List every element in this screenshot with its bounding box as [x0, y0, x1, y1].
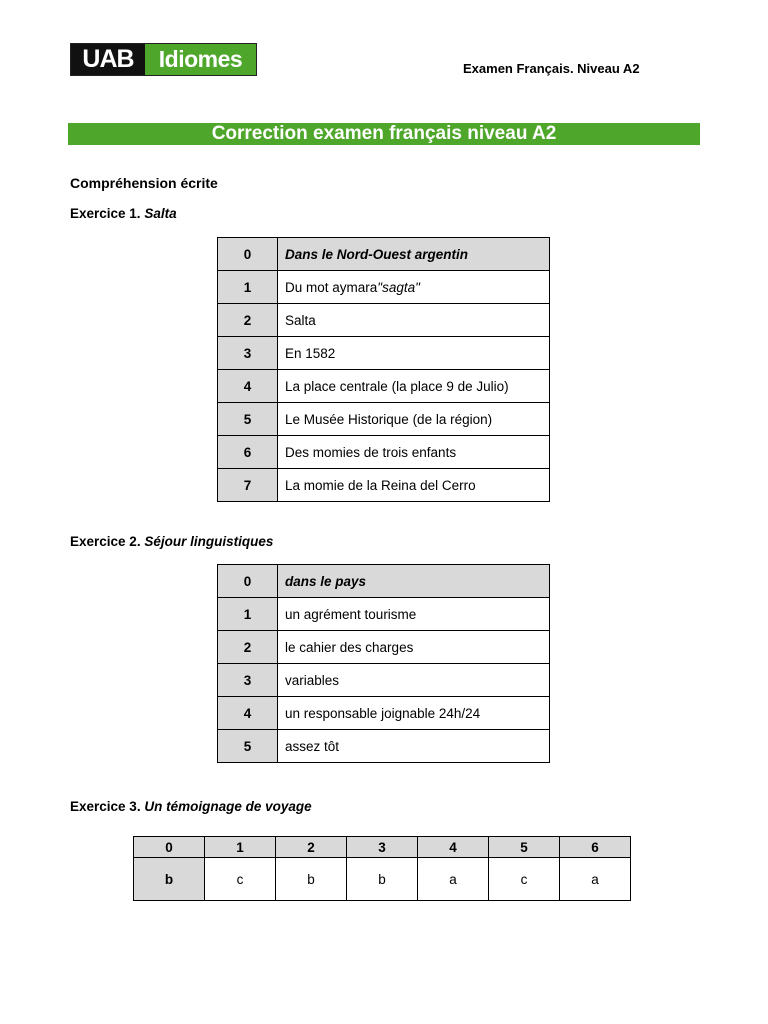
row-number: 0: [218, 238, 278, 271]
answer-cell: a: [418, 858, 489, 901]
table-row: [218, 436, 550, 469]
column-header: 0: [134, 837, 205, 858]
section-title: Compréhension écrite: [70, 175, 218, 191]
row-number: 0: [218, 565, 278, 598]
exercise-3-name: Un témoignage de voyage: [144, 799, 312, 814]
row-number: 7: [218, 469, 278, 502]
row-number: 6: [218, 436, 278, 469]
row-number: 5: [218, 403, 278, 436]
row-number: 5: [218, 730, 278, 763]
answer-cell: b: [347, 858, 418, 901]
uab-idiomes-logo: [70, 43, 257, 76]
table-row: [218, 598, 550, 631]
exercise-3-label: Exercice 3: [70, 799, 137, 814]
row-number: 4: [218, 370, 278, 403]
row-number: 2: [218, 304, 278, 337]
table-row: [218, 370, 550, 403]
exercise-2-title: Exercice 2. Séjour linguistiques: [70, 534, 274, 549]
row-answer: un responsable joignable 24h/24: [278, 697, 550, 730]
answer-cell: b: [134, 858, 205, 901]
exercise-2-table: [217, 564, 550, 763]
exercise-3-title: Exercice 3. Un témoignage de voyage: [70, 799, 312, 814]
row-answer: un agrément tourisme: [278, 598, 550, 631]
exercise-2-label: Exercice 2: [70, 534, 137, 549]
column-header: 6: [560, 837, 631, 858]
column-header: 2: [276, 837, 347, 858]
table-row: [218, 469, 550, 502]
table-row: [134, 858, 631, 901]
page-title-banner: Correction examen français niveau A2: [68, 123, 700, 145]
row-answer-text: Du mot aymara: [285, 279, 378, 295]
row-number: 1: [218, 598, 278, 631]
row-number: 4: [218, 697, 278, 730]
answer-cell: c: [205, 858, 276, 901]
row-number: 3: [218, 337, 278, 370]
table-row: [218, 565, 550, 598]
logo-idiomes-text: Idiomes: [145, 44, 256, 75]
answer-cell: b: [276, 858, 347, 901]
row-answer: Dans le Nord-Ouest argentin: [278, 238, 550, 271]
row-number: 2: [218, 631, 278, 664]
row-answer: La momie de la Reina del Cerro: [278, 469, 550, 502]
header-exam-title: Examen Français. Niveau A2: [463, 61, 640, 76]
table-row: [218, 697, 550, 730]
row-answer: La place centrale (la place 9 de Julio): [278, 370, 550, 403]
table-row: [218, 730, 550, 763]
row-answer: le cahier des charges: [278, 631, 550, 664]
table-row: [218, 337, 550, 370]
row-answer: variables: [278, 664, 550, 697]
exercise-1-table: [217, 237, 550, 502]
column-header: 1: [205, 837, 276, 858]
table-header-row: [134, 837, 631, 858]
row-answer: En 1582: [278, 337, 550, 370]
row-answer: [278, 271, 550, 304]
exercise-1-title: [70, 206, 177, 221]
table-row: [218, 238, 550, 271]
table-row: [218, 664, 550, 697]
answer-cell: a: [560, 858, 631, 901]
row-answer: Le Musée Historique (de la région): [278, 403, 550, 436]
column-header: 3: [347, 837, 418, 858]
exercise-1-label: Exercice 1.: [70, 206, 141, 221]
logo-uab-text: UAB: [71, 44, 145, 75]
column-header: 5: [489, 837, 560, 858]
column-header: 4: [418, 837, 489, 858]
row-number: 1: [218, 271, 278, 304]
table-row: [218, 631, 550, 664]
row-answer-italic: "sagta": [377, 279, 420, 295]
row-number: 3: [218, 664, 278, 697]
row-answer: assez tôt: [278, 730, 550, 763]
exercise-3-table: [133, 836, 631, 901]
answer-cell: c: [489, 858, 560, 901]
exercise-2-name: Séjour linguistiques: [144, 534, 274, 549]
table-row: [218, 304, 550, 337]
row-answer: Des momies de trois enfants: [278, 436, 550, 469]
table-row: [218, 271, 550, 304]
row-answer: Salta: [278, 304, 550, 337]
row-answer: dans le pays: [278, 565, 550, 598]
table-row: [218, 403, 550, 436]
exercise-1-name: Salta: [144, 206, 177, 221]
